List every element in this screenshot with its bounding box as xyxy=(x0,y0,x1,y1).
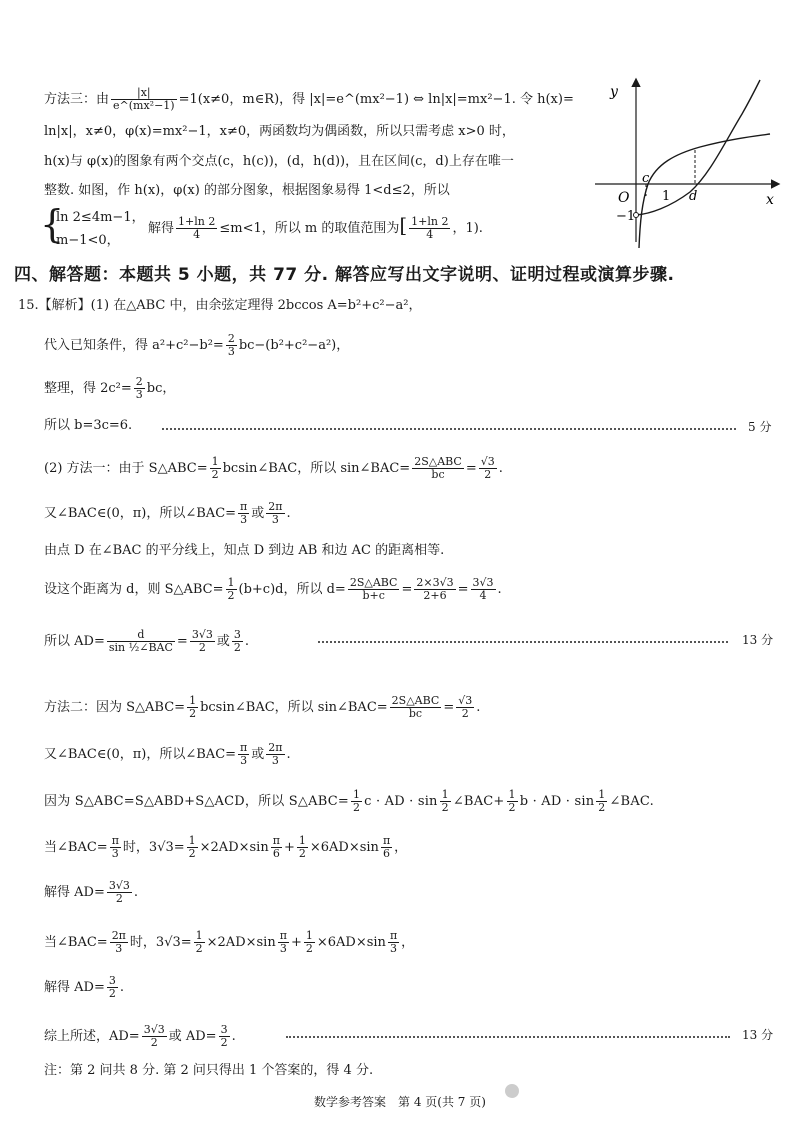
x-label: x xyxy=(766,192,774,208)
numerator: 3√3 xyxy=(191,628,213,641)
numerator: 3 xyxy=(108,974,116,987)
numerator: π xyxy=(240,500,248,513)
text: ∠BAC. xyxy=(609,794,654,809)
numerator: π xyxy=(389,929,398,942)
numerator: 1 xyxy=(305,929,313,942)
text: 时，3√3= xyxy=(129,935,192,950)
text: 解得 AD= xyxy=(44,885,105,900)
denominator: 2 xyxy=(220,1036,228,1049)
text: 又∠BAC∈(0，π)，所以∠BAC= xyxy=(44,506,237,521)
fraction xyxy=(414,577,455,602)
text: ， xyxy=(401,935,415,950)
denominator: sin ½∠BAC xyxy=(108,641,173,654)
m2-line-1 xyxy=(44,695,480,720)
text: ×2AD×sin xyxy=(199,840,269,855)
numerator: 2S△ABC xyxy=(391,694,440,707)
fraction xyxy=(187,835,198,860)
numerator: 2 xyxy=(227,332,235,345)
denominator: 2 xyxy=(508,801,516,814)
numerator: 2S△ABC xyxy=(349,576,398,589)
m2-line-3 xyxy=(44,789,654,814)
fraction xyxy=(390,695,442,720)
q15-line-4: 所以 b=3c=6. xyxy=(44,418,133,433)
text: 方法三：由 xyxy=(44,92,110,107)
denominator: 2 xyxy=(108,987,116,1000)
text: 解得 AD= xyxy=(44,980,105,995)
denominator: 2 xyxy=(189,707,197,720)
text: . xyxy=(133,885,138,900)
denominator: 3 xyxy=(271,754,279,767)
fraction xyxy=(471,577,496,602)
fraction xyxy=(232,629,243,654)
text: . xyxy=(244,634,249,649)
fraction xyxy=(412,456,464,481)
page-footer: 数学参考答案 第 4 页(共 7 页) xyxy=(314,1095,486,1109)
section-heading: 四、解答题：本题共 5 小题，共 77 分. 解答应写出文字说明、证明过程或演算步骤. xyxy=(14,265,675,285)
method3-line-3: h(x)与 φ(x)的图象有两个交点(c，h(c))，(d，h(d))，且在区间(c，d)上存在唯一 xyxy=(44,154,514,169)
p2-line-1 xyxy=(44,456,503,481)
system-eq-2: m−1<0， xyxy=(56,233,120,248)
function-graph xyxy=(590,72,790,252)
denominator: 2 xyxy=(598,801,606,814)
numerator: 2S△ABC xyxy=(414,455,462,468)
denominator: 2 xyxy=(150,1036,158,1049)
h-curve xyxy=(639,134,770,248)
score-leader-1 xyxy=(162,428,736,430)
score-1: 5 分 xyxy=(748,420,772,434)
denominator: 6 xyxy=(383,847,391,860)
origin-label: O xyxy=(618,190,630,206)
fraction xyxy=(440,789,451,814)
fraction xyxy=(226,577,237,602)
text: ≤m<1，所以 m 的取值范围为 xyxy=(219,221,400,236)
text: . xyxy=(119,980,124,995)
denominator: e^(mx²−1) xyxy=(113,99,175,112)
p2-line-5 xyxy=(44,629,249,654)
numerator: √3 xyxy=(458,694,473,707)
text: 整理，得 2c²= xyxy=(44,381,132,396)
numerator: √3 xyxy=(480,455,495,468)
text: bcsin∠BAC，所以 sin∠BAC= xyxy=(222,461,411,476)
text: ∠BAC+ xyxy=(452,794,505,809)
denominator: 2+6 xyxy=(423,589,447,602)
denominator: 2 xyxy=(233,641,241,654)
method3-line-4: 整数. 如图，作 h(x)，φ(x) 的部分图象，根据图象易得 1<d≤2，所以 xyxy=(44,183,450,198)
text: . xyxy=(497,582,502,597)
fraction xyxy=(596,789,607,814)
fraction xyxy=(456,695,474,720)
method3-line-2: ln|x|，x≠0，φ(x)=mx²−1，x≠0，两函数均为偶函数，所以只需考虑 x>0 时， xyxy=(44,124,515,139)
text: c · AD · sin xyxy=(364,794,438,809)
text: ×6AD×sin xyxy=(309,840,379,855)
numerator: 3√3 xyxy=(143,1023,165,1036)
text: 综上所述，AD= xyxy=(44,1029,140,1044)
text: 方法二：因为 S△ABC= xyxy=(44,700,186,715)
denominator: 4 xyxy=(426,228,434,241)
numerator: π xyxy=(382,834,391,847)
numerator: 1 xyxy=(508,788,516,801)
fraction xyxy=(388,930,399,955)
denominator: 4 xyxy=(479,589,487,602)
m2-line-5 xyxy=(44,880,138,905)
denominator: 3 xyxy=(111,847,119,860)
numerator: 1 xyxy=(211,455,219,468)
watermark-icon xyxy=(505,1084,519,1098)
denominator: 4 xyxy=(193,228,201,241)
denominator: 2 xyxy=(298,847,306,860)
bracket: [ xyxy=(399,213,408,237)
text: bcsin∠BAC，所以 sin∠BAC= xyxy=(200,700,388,715)
numerator: 1 xyxy=(298,834,306,847)
text: 当∠BAC= xyxy=(44,935,108,950)
fraction xyxy=(238,742,249,767)
text: . xyxy=(231,1029,236,1044)
text: bc−(b²+c²−a²)， xyxy=(238,338,350,353)
numerator: π xyxy=(279,929,287,942)
text: = xyxy=(401,582,413,597)
fraction xyxy=(351,789,362,814)
text: . xyxy=(498,461,503,476)
numerator: 2π xyxy=(268,741,283,754)
denominator: 2 xyxy=(211,468,219,481)
denominator: bc xyxy=(408,707,423,720)
text: 又∠BAC∈(0，π)，所以∠BAC= xyxy=(44,747,237,762)
fraction xyxy=(507,789,518,814)
text: 或 xyxy=(251,506,265,521)
text: 因为 S△ABC=S△ABD+S△ACD，所以 S△ABC= xyxy=(44,794,349,809)
denominator: 3 xyxy=(240,513,248,526)
fraction xyxy=(381,835,392,860)
fraction xyxy=(266,501,284,526)
d-label: d xyxy=(689,189,698,204)
denominator: 2 xyxy=(227,589,235,602)
fraction xyxy=(110,835,121,860)
note: 注：第 2 问共 8 分. 第 2 问只得出 1 个答案的，得 4 分. xyxy=(44,1063,374,1078)
numerator: 1 xyxy=(188,834,196,847)
text: 所以 AD= xyxy=(44,634,105,649)
text: = xyxy=(457,582,469,597)
fraction xyxy=(107,975,118,1000)
fraction xyxy=(479,456,497,481)
text: 解得 xyxy=(148,221,175,236)
numerator: 1+ln 2 xyxy=(411,215,449,228)
text: 当∠BAC= xyxy=(44,840,108,855)
denominator: 2 xyxy=(195,942,203,955)
text: b · AD · sin xyxy=(519,794,595,809)
method3-line-1 xyxy=(44,87,574,112)
fraction xyxy=(266,742,284,767)
q15-line-3 xyxy=(44,376,175,401)
fraction xyxy=(348,577,400,602)
fraction xyxy=(110,930,128,955)
score-2: 13 分 xyxy=(742,633,774,647)
system-eq-1: ln 2≤4m−1， xyxy=(56,210,145,225)
text: (b+c)d，所以 d= xyxy=(238,582,346,597)
denominator: 2 xyxy=(198,641,206,654)
text: ，1). xyxy=(452,221,483,236)
denominator: 2 xyxy=(484,468,492,481)
m2-line-7 xyxy=(44,975,124,1000)
text: = xyxy=(443,700,455,715)
denominator: 3 xyxy=(227,345,235,358)
text: . xyxy=(286,747,291,762)
text: = xyxy=(176,634,188,649)
numerator: 3√3 xyxy=(472,576,494,589)
m2-line-6 xyxy=(44,930,414,955)
score-3: 13 分 xyxy=(742,1028,774,1042)
denominator: 6 xyxy=(272,847,280,860)
denominator: 2 xyxy=(352,801,361,814)
system-brace: { xyxy=(40,202,65,246)
fraction xyxy=(194,930,205,955)
text: + xyxy=(290,935,302,950)
text: 或 xyxy=(216,634,230,649)
numerator: |x| xyxy=(111,87,177,100)
denominator: 3 xyxy=(279,942,287,955)
score-leader-2 xyxy=(318,641,728,643)
text: ×6AD×sin xyxy=(316,935,386,950)
numerator: 2π xyxy=(111,929,126,942)
fraction xyxy=(210,456,221,481)
fraction xyxy=(107,880,132,905)
numerator: π xyxy=(272,834,280,847)
fraction xyxy=(304,930,315,955)
numerator: 1 xyxy=(195,929,203,942)
c-label: c xyxy=(642,171,650,186)
numerator: 1 xyxy=(441,788,449,801)
method3-solution xyxy=(148,213,483,241)
numerator: 1 xyxy=(227,576,235,589)
denominator: 2 xyxy=(115,892,123,905)
text: + xyxy=(283,840,295,855)
m2-line-2 xyxy=(44,742,291,767)
denominator: bc xyxy=(431,468,445,481)
fraction xyxy=(107,629,175,654)
numerator: 1 xyxy=(598,788,606,801)
text: = xyxy=(465,461,477,476)
text: =1(x≠0，m∈R)，得 |x|=e^(mx²−1) ⇔ ln|x|=mx²−1. 令 h(x)= xyxy=(178,92,574,107)
fraction xyxy=(271,835,282,860)
numerator: d xyxy=(107,629,175,642)
text: 时，3√3= xyxy=(122,840,185,855)
fraction xyxy=(238,501,249,526)
text: 或 AD= xyxy=(168,1029,217,1044)
m2-line-8 xyxy=(44,1024,236,1049)
p2-line-4 xyxy=(44,577,502,602)
fraction xyxy=(142,1024,167,1049)
denominator: 2 xyxy=(305,942,313,955)
numerator: 2 xyxy=(135,375,143,388)
numerator: 3 xyxy=(233,628,241,641)
fraction xyxy=(297,835,308,860)
fraction xyxy=(409,216,450,241)
fraction xyxy=(226,333,237,358)
numerator: π xyxy=(240,741,248,754)
numerator: 3√3 xyxy=(108,879,130,892)
denominator: 3 xyxy=(390,942,398,955)
m2-line-4 xyxy=(44,835,407,860)
text: . xyxy=(476,700,481,715)
denominator: 3 xyxy=(271,513,279,526)
text: ， xyxy=(394,840,408,855)
denominator: b+c xyxy=(362,589,385,602)
denominator: 2 xyxy=(461,707,469,720)
fraction xyxy=(187,695,198,720)
numerator: 2×3√3 xyxy=(416,576,454,589)
fraction xyxy=(190,629,215,654)
numerator: 1 xyxy=(352,788,361,801)
numerator: 3 xyxy=(220,1023,228,1036)
q15-line-1: 15.【解析】(1) 在△ABC 中，由余弦定理得 2bccos A=b²+c²−a²， xyxy=(18,298,422,313)
fraction xyxy=(176,216,217,241)
text: . xyxy=(286,506,291,521)
numerator: π xyxy=(111,834,119,847)
text: 或 xyxy=(251,747,265,762)
denominator: 3 xyxy=(240,754,248,767)
text: 代入已知条件，得 a²+c²−b²= xyxy=(44,338,224,353)
denominator: 2 xyxy=(188,847,196,860)
numerator: 2π xyxy=(268,500,283,513)
text: ×2AD×sin xyxy=(206,935,276,950)
p2-line-3: 由点 D 在∠BAC 的平分线上，知点 D 到边 AB 和边 AC 的距离相等. xyxy=(44,543,445,558)
score-leader-3 xyxy=(286,1036,730,1038)
denominator: 3 xyxy=(115,942,123,955)
fraction xyxy=(111,87,177,112)
text: (2) 方法一：由于 S△ABC= xyxy=(44,461,208,476)
denominator: 2 xyxy=(441,801,449,814)
text: bc， xyxy=(146,381,176,396)
numerator: 1+ln 2 xyxy=(178,215,216,228)
q15-line-2 xyxy=(44,333,349,358)
numerator: 1 xyxy=(189,694,197,707)
y-label: y xyxy=(610,84,618,100)
neg-one-label: −1 xyxy=(616,209,636,224)
fraction xyxy=(134,376,145,401)
p2-line-2 xyxy=(44,501,291,526)
denominator: 3 xyxy=(135,388,143,401)
fraction xyxy=(278,930,289,955)
fraction xyxy=(219,1024,230,1049)
one-label: 1 xyxy=(662,189,671,204)
text: 设这个距离为 d，则 S△ABC= xyxy=(44,582,224,597)
